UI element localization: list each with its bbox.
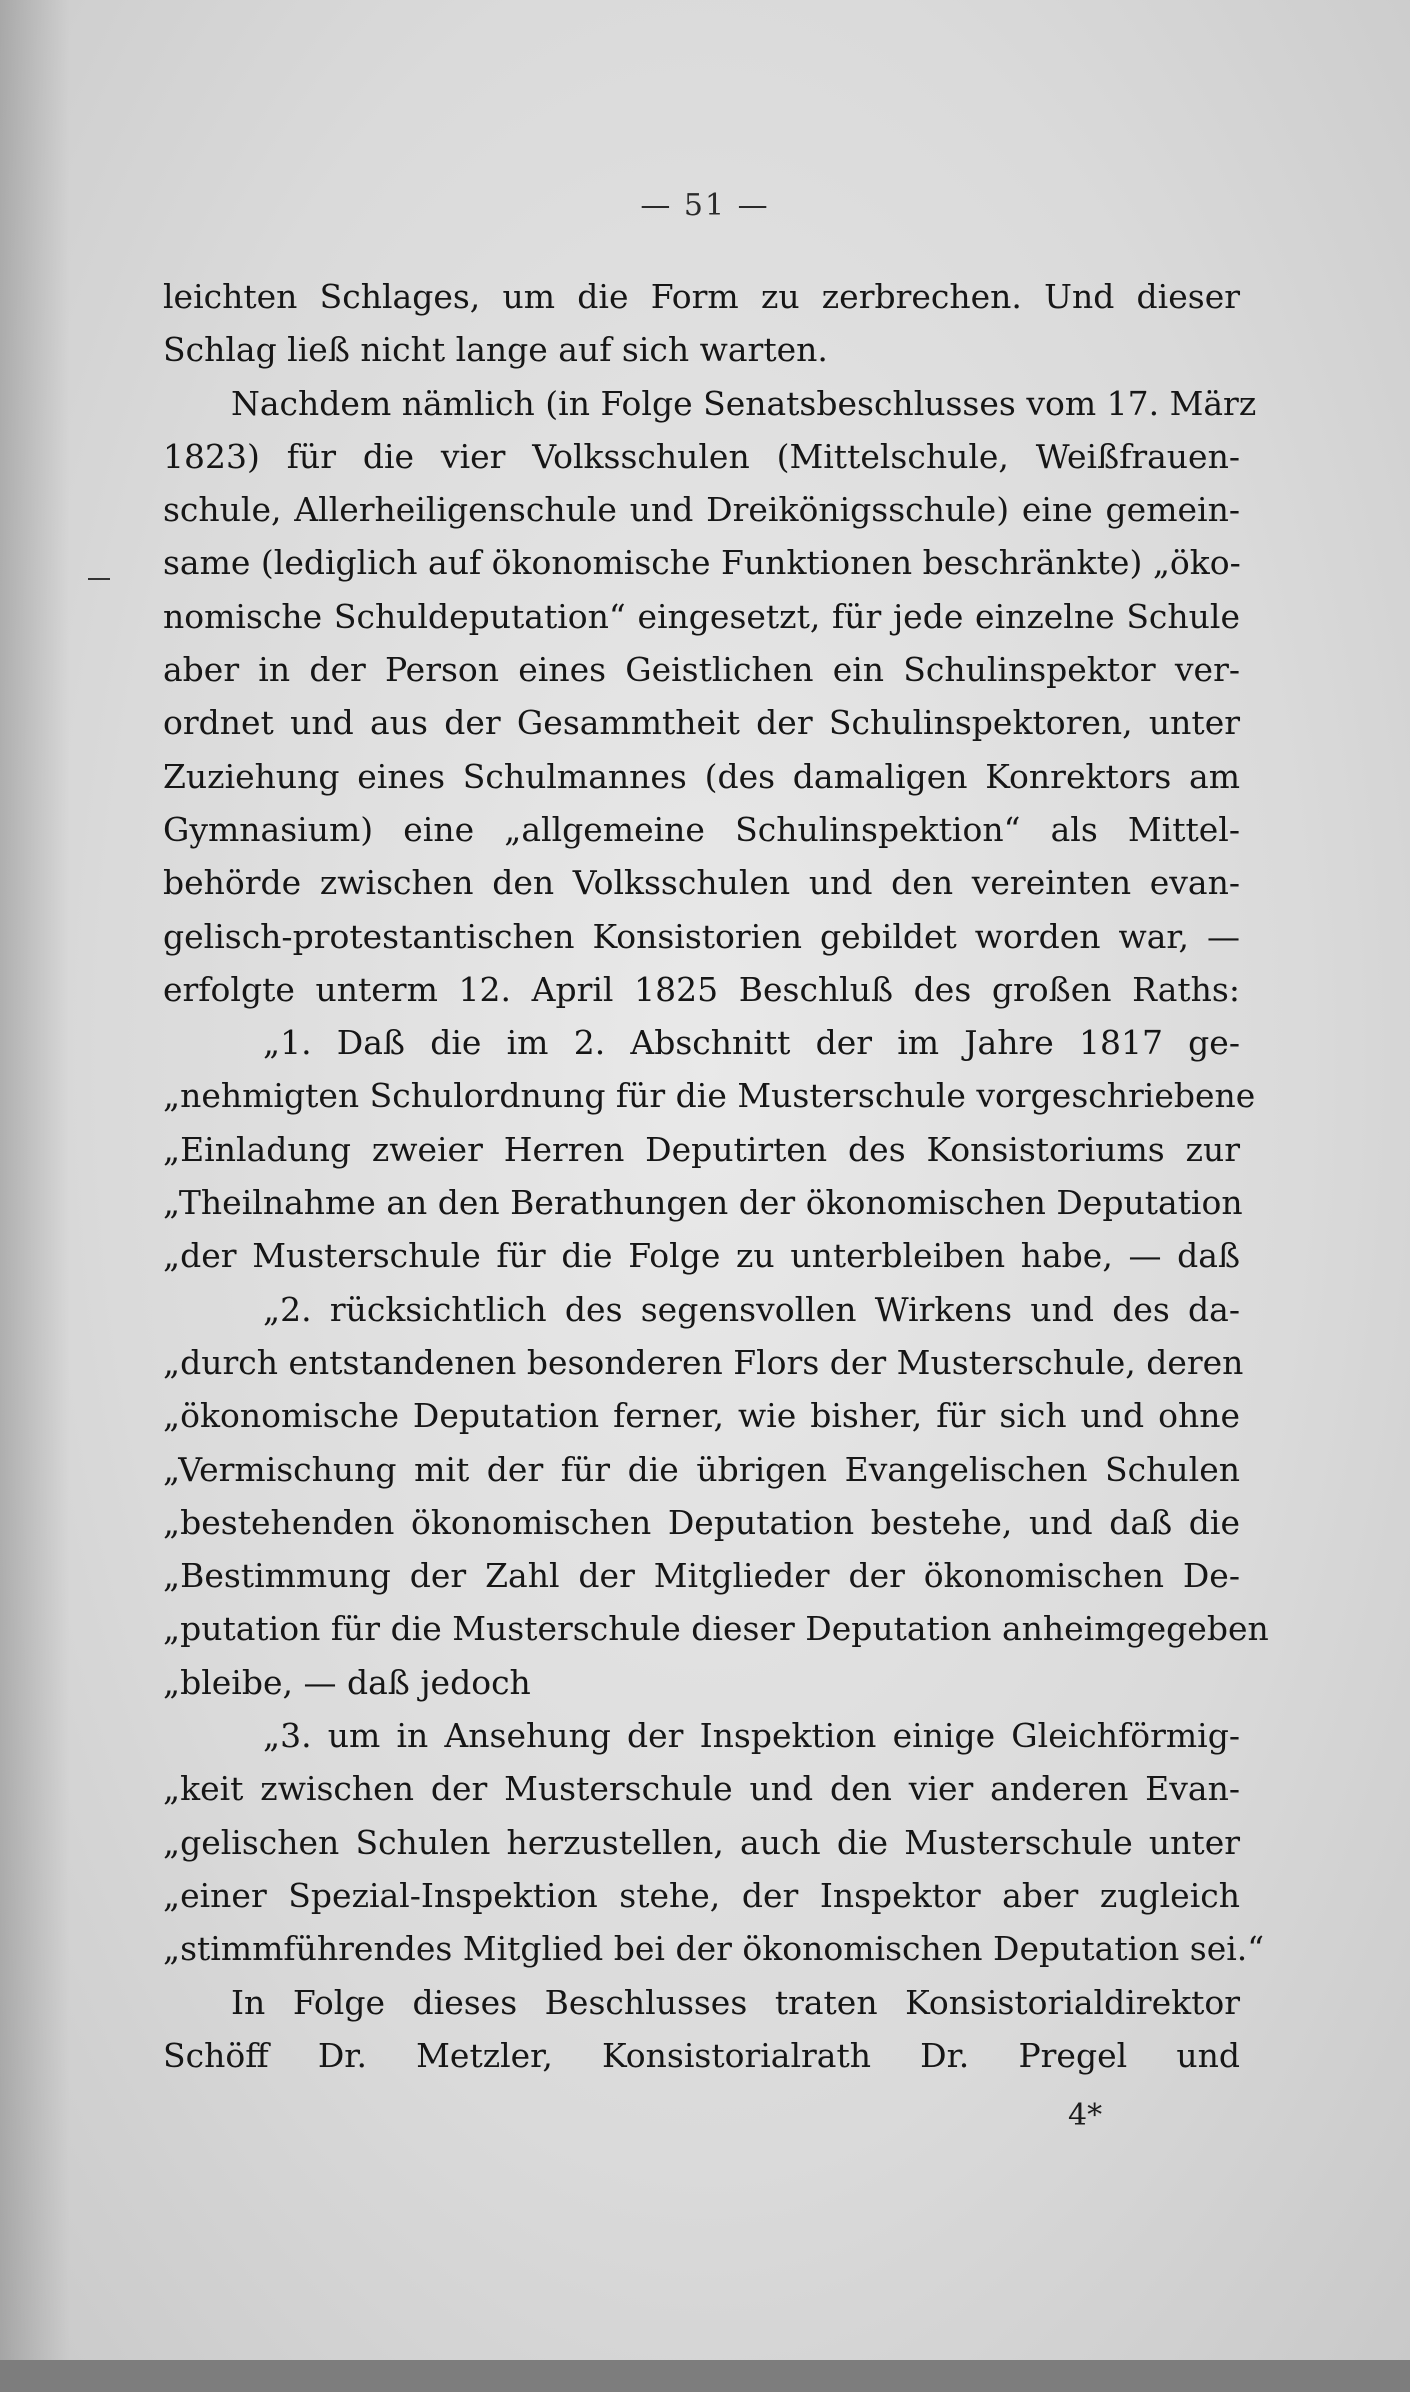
- text-line: ordnet und aus der Gesammtheit der Schulinspektoren, unter: [163, 703, 1240, 743]
- text-line: „durch entstandenen besonderen Flors der Musterschule, deren: [163, 1342, 1244, 1382]
- text-line: „gelischen Schulen herzustellen, auch die Musterschule unter: [163, 1822, 1240, 1862]
- text-line: Zuziehung eines Schulmannes (des damaligen Konrektors am: [163, 756, 1240, 796]
- text-line: In Folge dieses Beschlusses traten Konsistorialdirektor: [231, 1982, 1240, 2022]
- text-line: „1. Daß die im 2. Abschnitt der im Jahre 1817 ge-: [263, 1023, 1240, 1063]
- text-line: 1823) für die vier Volksschulen (Mittelschule, Weißfrauen-: [163, 436, 1240, 476]
- text-line: „nehmigten Schulordnung für die Musterschule vorgeschriebene: [163, 1076, 1256, 1116]
- text-line: gelisch-protestantischen Konsistorien gebildet worden war, —: [163, 916, 1240, 956]
- text-line: „3. um in Ansehung der Inspektion einige Gleichförmig-: [263, 1716, 1240, 1756]
- text-line: aber in der Person eines Geistlichen ein Schulinspektor ver-: [163, 650, 1240, 690]
- scan-border: [0, 2360, 1410, 2392]
- text-line: „2. rücksichtlich des segensvollen Wirkens und des da-: [263, 1289, 1240, 1329]
- text-line: schule, Allerheiligenschule und Dreikönigsschule) eine gemein-: [163, 490, 1240, 530]
- text-line: „putation für die Musterschule dieser Deputation anheimgegeben: [163, 1609, 1269, 1649]
- text-line: „stimmführendes Mitglied bei der ökonomischen Deputation sei.“: [163, 1929, 1265, 1969]
- text-line: same (lediglich auf ökonomische Funktionen beschränkte) „öko-: [163, 543, 1241, 583]
- text-line: „keit zwischen der Musterschule und den vier anderen Evan-: [163, 1769, 1240, 1809]
- text-line: Gymnasium) eine „allgemeine Schulinspektion“ als Mittel-: [163, 809, 1240, 849]
- text-line: „der Musterschule für die Folge zu unterbleiben habe, — daß: [163, 1236, 1240, 1276]
- text-line: „einer Spezial-Inspektion stehe, der Inspektor aber zugleich: [163, 1875, 1240, 1915]
- text-line: leichten Schlages, um die Form zu zerbrechen. Und dieser: [163, 277, 1240, 316]
- body-text: [163, 270, 1269, 2082]
- text-line: „bleibe, — daß jedoch: [163, 1662, 531, 1702]
- signature-mark: 4*: [1068, 2098, 1103, 2133]
- text-line: „bestehenden ökonomischen Deputation bestehe, und daß die: [163, 1502, 1240, 1542]
- text-line: Schlag ließ nicht lange auf sich warten.: [163, 330, 828, 370]
- text-line: nomische Schuldeputation“ eingesetzt, für jede einzelne Schule: [163, 596, 1240, 636]
- page-number-header: — 51 —: [640, 188, 770, 223]
- margin-dash: [88, 578, 110, 580]
- text-line: erfolgte unterm 12. April 1825 Beschluß des großen Raths:: [163, 969, 1240, 1009]
- text-line: behörde zwischen den Volksschulen und den vereinten evan-: [163, 863, 1240, 903]
- text-line: „Vermischung mit der für die übrigen Evangelischen Schulen: [163, 1449, 1240, 1489]
- text-line: Schöff Dr. Metzler, Konsistorialrath Dr. Pregel und: [163, 2035, 1240, 2075]
- text-line: „Theilnahme an den Berathungen der ökonomischen Deputation: [163, 1183, 1243, 1223]
- text-line: „Einladung zweier Herren Deputirten des Konsistoriums zur: [163, 1129, 1240, 1169]
- text-line: Nachdem nämlich (in Folge Senatsbeschlusses vom 17. März: [231, 383, 1257, 423]
- text-line: „ökonomische Deputation ferner, wie bisher, für sich und ohne: [163, 1396, 1240, 1436]
- text-line: „Bestimmung der Zahl der Mitglieder der ökonomischen De-: [163, 1556, 1240, 1596]
